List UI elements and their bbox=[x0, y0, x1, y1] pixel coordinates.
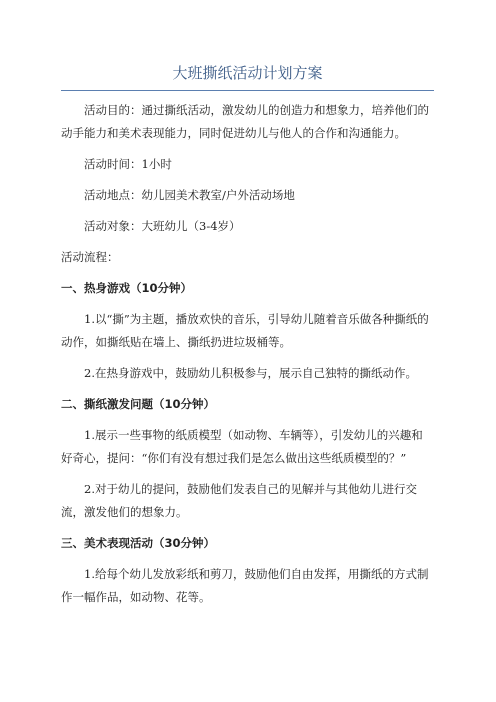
paragraph-process-label: 活动流程： bbox=[61, 250, 119, 264]
paragraph-questions-2: 2.对于幼儿的提问，鼓励他们发表自己的见解并与其他幼儿进行交流，激发他们的想象力。 bbox=[61, 482, 417, 519]
paragraph-warmup-2: 2.在热身游戏中，鼓励幼儿积极参与，展示自己独特的撕纸动作。 bbox=[84, 366, 417, 380]
title-divider bbox=[61, 90, 434, 91]
paragraph-location: 活动地点：幼儿园美术教室/户外活动场地 bbox=[84, 188, 295, 202]
paragraph-questions-1: 1.展示一些事物的纸质模型（如动物、车辆等），引发幼儿的兴趣和好奇心，提问：“你们有没有想过我们是怎么做出这些纸质模型的？” bbox=[61, 428, 423, 465]
document-title: 大班撕纸活动计划方案 bbox=[172, 64, 323, 82]
section-heading-art: 三、美术表现活动（30分钟） bbox=[61, 536, 216, 550]
paragraph-purpose: 活动目的：通过撕纸活动，激发幼儿的创造力和想象力，培养他们的动手能力和美术表现能力，同时促进幼儿与他人的合作和沟通能力。 bbox=[61, 103, 429, 140]
paragraph-time: 活动时间：1小时 bbox=[84, 157, 172, 171]
document-body bbox=[61, 99, 434, 609]
paragraph-warmup-1: 1.以“撕”为主题，播放欢快的音乐，引导幼儿随着音乐做各种撕纸的动作，如撕纸贴在墙上、撕纸扔进垃圾桶等。 bbox=[61, 312, 429, 349]
section-heading-warmup: 一、热身游戏（10分钟） bbox=[61, 281, 193, 295]
paragraph-audience: 活动对象：大班幼儿（3-4岁） bbox=[84, 219, 241, 233]
section-heading-questions: 二、撕纸激发问题（10分钟） bbox=[61, 397, 216, 411]
paragraph-art-1: 1.给每个幼儿发放彩纸和剪刀，鼓励他们自由发挥，用撕纸的方式制作一幅作品，如动物、花等。 bbox=[61, 567, 429, 604]
